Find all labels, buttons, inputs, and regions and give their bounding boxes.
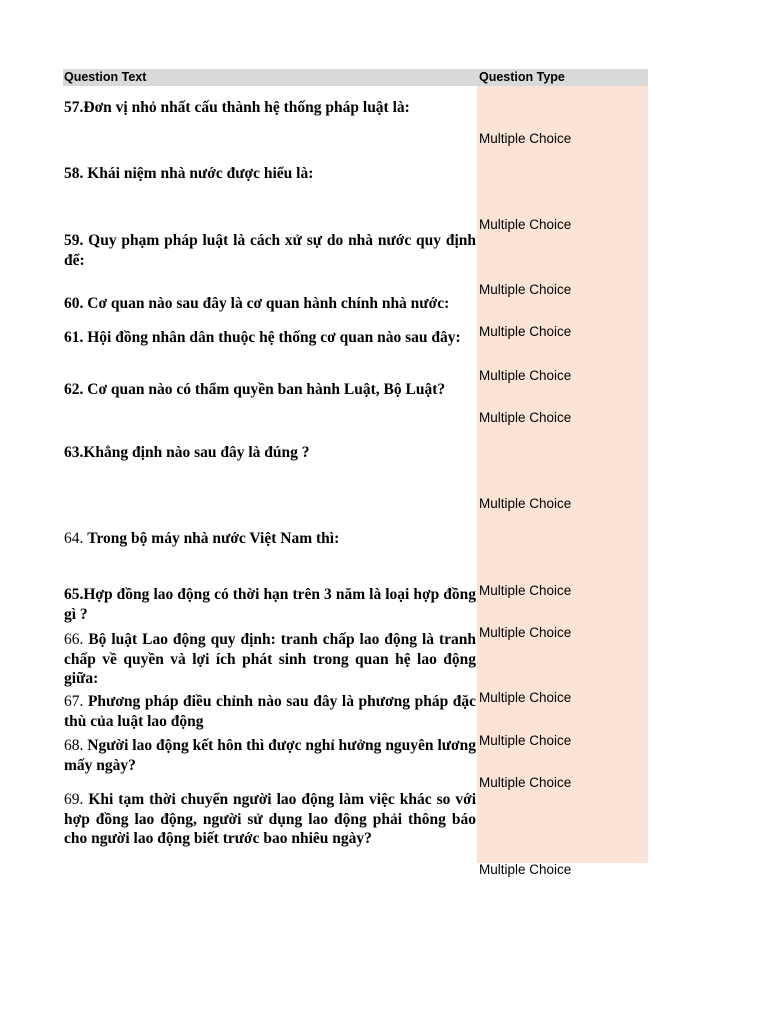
question-type-65: Multiple Choice (479, 625, 572, 640)
question-text-63: 63.Khẳng định nào sau đây là đúng ? (64, 444, 310, 461)
question-text-58: 58. Khái niệm nhà nước được hiểu là: (64, 165, 314, 182)
question-type-57: Multiple Choice (479, 131, 572, 146)
question-text-65: 65.Hợp đồng lao động có thời hạn trên 3 năm là loại hợp đồng gì ? (64, 586, 476, 623)
table-header (63, 69, 648, 86)
question-type-58: Multiple Choice (479, 217, 572, 232)
question-type-67: Multiple Choice (479, 733, 572, 748)
question-type-61: Multiple Choice (479, 368, 572, 383)
question-type-68: Multiple Choice (479, 775, 572, 790)
question-text-66: 66. Bộ luật Lao động quy định: tranh chấp lao động là tranh chấp về quyền và lợi ích phát sinh trong quan hệ lao động giữa: (64, 631, 476, 687)
question-type-62: Multiple Choice (479, 410, 572, 425)
question-text-67: 67. Phương pháp điều chỉnh nào sau đây là phương pháp đặc thù của luật lao động (64, 693, 477, 730)
question-text-62: 62. Cơ quan nào có thẩm quyền ban hành Luật, Bộ Luật? (64, 381, 446, 398)
table-body (63, 86, 648, 877)
question-type-69: Multiple Choice (479, 862, 572, 877)
question-text-57: 57.Đơn vị nhỏ nhất cấu thành hệ thống pháp luật là: (64, 99, 410, 116)
question-text-69: 69. Khi tạm thời chuyển người lao động làm việc khác so với hợp đồng lao động, người sử dụng lao động phải thông báo cho người lao động biết trước bao nhiêu ngày? (64, 791, 477, 847)
question-text-59: 59. Quy phạm pháp luật là cách xử sự do nhà nước quy định để: (64, 232, 476, 269)
header-question-text: Question Text (64, 70, 147, 84)
question-text-68: 68. Người lao động kết hôn thì được nghỉ hưởng nguyên lương mấy ngày? (64, 737, 477, 774)
question-text-61: 61. Hội đồng nhân dân thuộc hệ thống cơ quan nào sau đây: (64, 329, 461, 346)
question-type-60: Multiple Choice (479, 324, 572, 339)
question-text-64: 64. Trong bộ máy nhà nước Việt Nam thì: (64, 530, 340, 547)
header-question-type: Question Type (479, 70, 565, 84)
question-type-63: Multiple Choice (479, 496, 572, 511)
question-type-66: Multiple Choice (479, 690, 572, 705)
spreadsheet-table (63, 69, 648, 877)
question-text-60: 60. Cơ quan nào sau đây là cơ quan hành chính nhà nước: (64, 295, 450, 312)
question-type-64: Multiple Choice (479, 583, 572, 598)
question-type-59: Multiple Choice (479, 282, 572, 297)
